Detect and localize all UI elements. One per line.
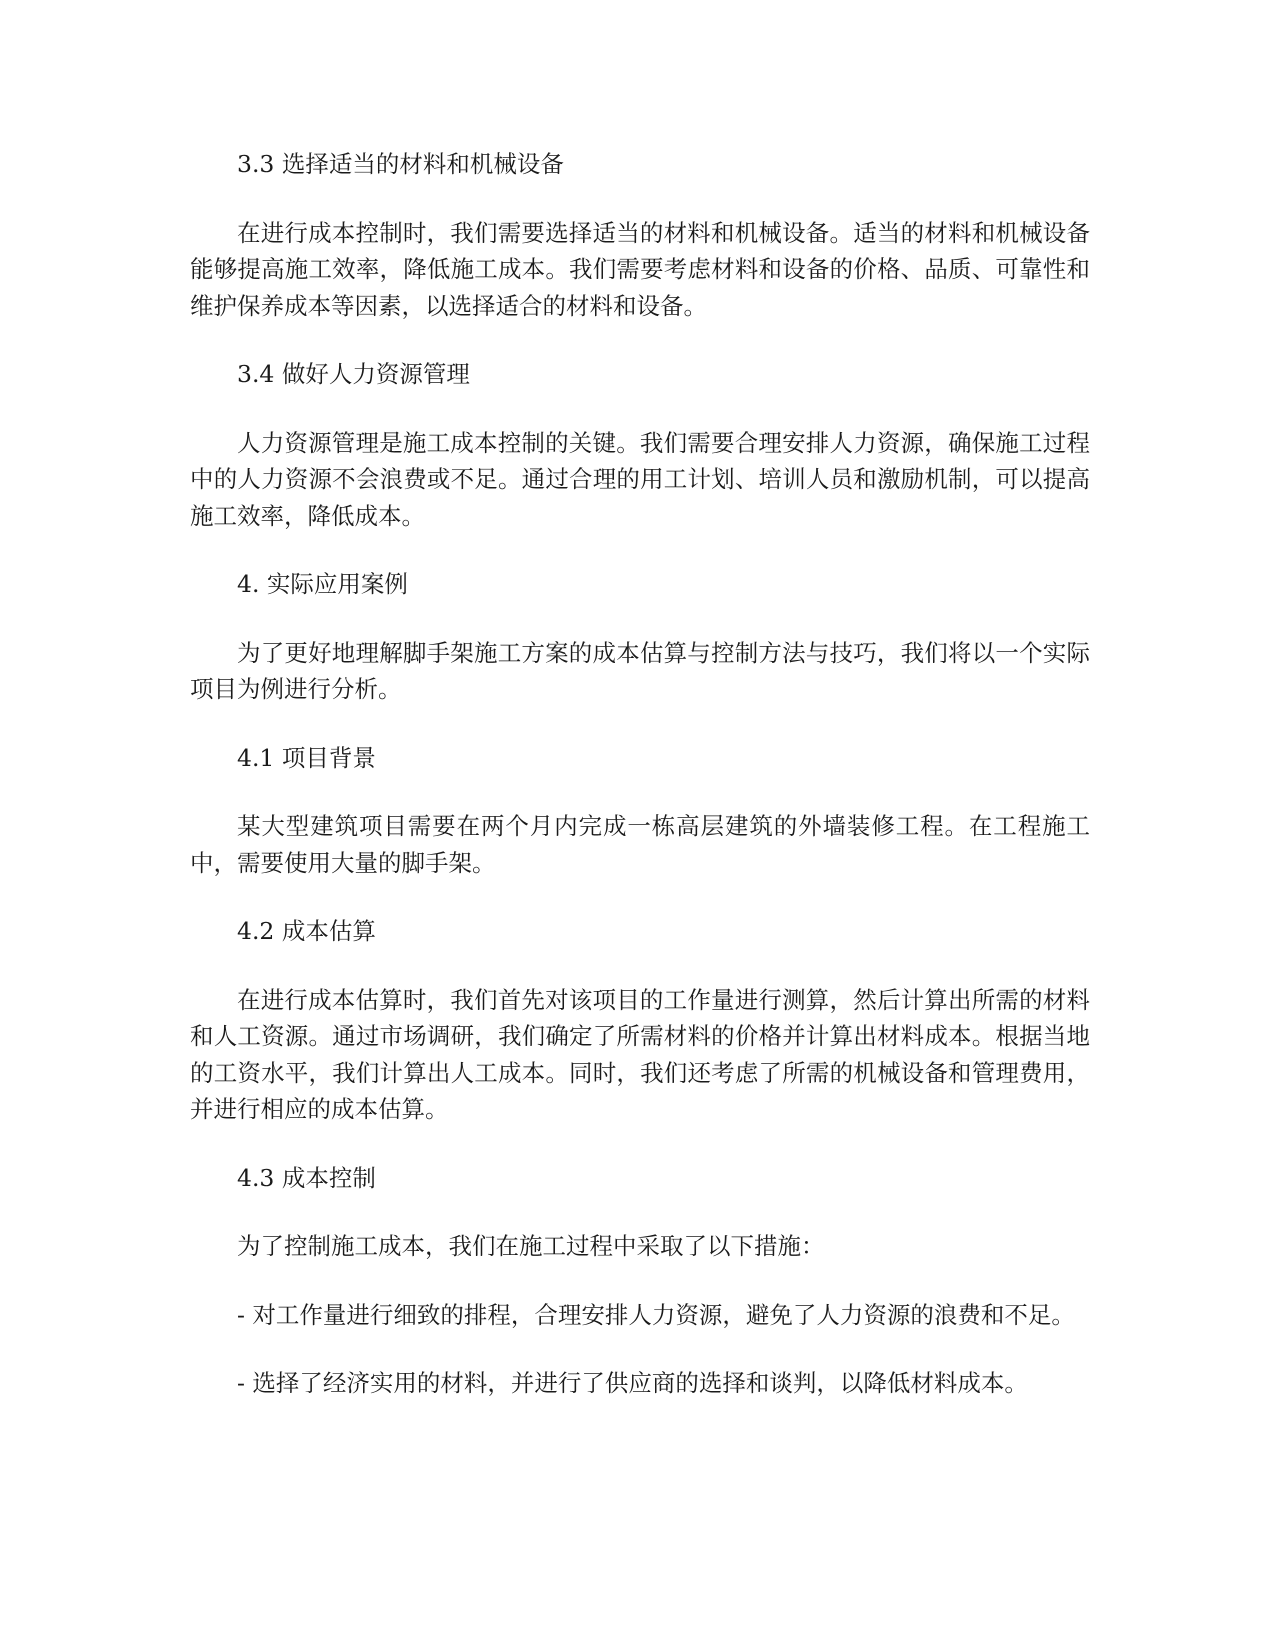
paragraph-measure-materials: - 选择了经济实用的材料，并进行了供应商的选择和谈判，以降低材料成本。 [237,1369,1028,1397]
heading-4-2: 4.2 成本估算 [237,917,376,945]
paragraph-measure-scheduling: - 对工作量进行细致的排程，合理安排人力资源，避免了人力资源的浪费和不足。 [237,1300,1075,1329]
paragraph-materials-equipment: 在进行成本控制时，我们需要选择适当的材料和机械设备。适当的材料和机械设备能够提高施工效率，降低施工成本。我们需要考虑材料和设备的价格、品质、可靠性和维护保养成本等因素，以选择适合的材料和设备。 [190,218,1090,320]
paragraph-control-measures-intro: 为了控制施工成本，我们在施工过程中采取了以下措施： [237,1232,825,1260]
heading-4-1: 4.1 项目背景 [237,743,376,772]
paragraph-project-background: 某大型建筑项目需要在两个月内完成一栋高层建筑的外墙装修工程。在工程施工中，需要使用大量的脚手架。 [190,812,1090,877]
document-body [190,146,1090,1434]
paragraph-case-intro: 为了更好地理解脚手架施工方案的成本估算与控制方法与技巧，我们将以一个实际项目为例进行分析。 [190,638,1090,703]
paragraph-cost-estimation: 在进行成本估算时，我们首先对该项目的工作量进行测算，然后计算出所需的材料和人工资源。通过市场调研，我们确定了所需材料的价格并计算出材料成本。根据当地的工资水平，我们计算出人工成本。同时，我们还考虑了所需的机械设备和管理费用，并进行相应的成本估算。 [190,985,1090,1123]
paragraph-hr-management: 人力资源管理是施工成本控制的关键。我们需要合理安排人力资源，确保施工过程中的人力资源不会浪费或不足。通过合理的用工计划、培训人员和激励机制，可以提高施工效率，降低成本。 [190,428,1090,530]
heading-3-4: 3.4 做好人力资源管理 [237,360,470,388]
heading-3-3: 3.3 选择适当的材料和机械设备 [237,150,564,178]
heading-4-3: 4.3 成本控制 [237,1163,376,1192]
heading-4: 4. 实际应用案例 [237,570,408,598]
